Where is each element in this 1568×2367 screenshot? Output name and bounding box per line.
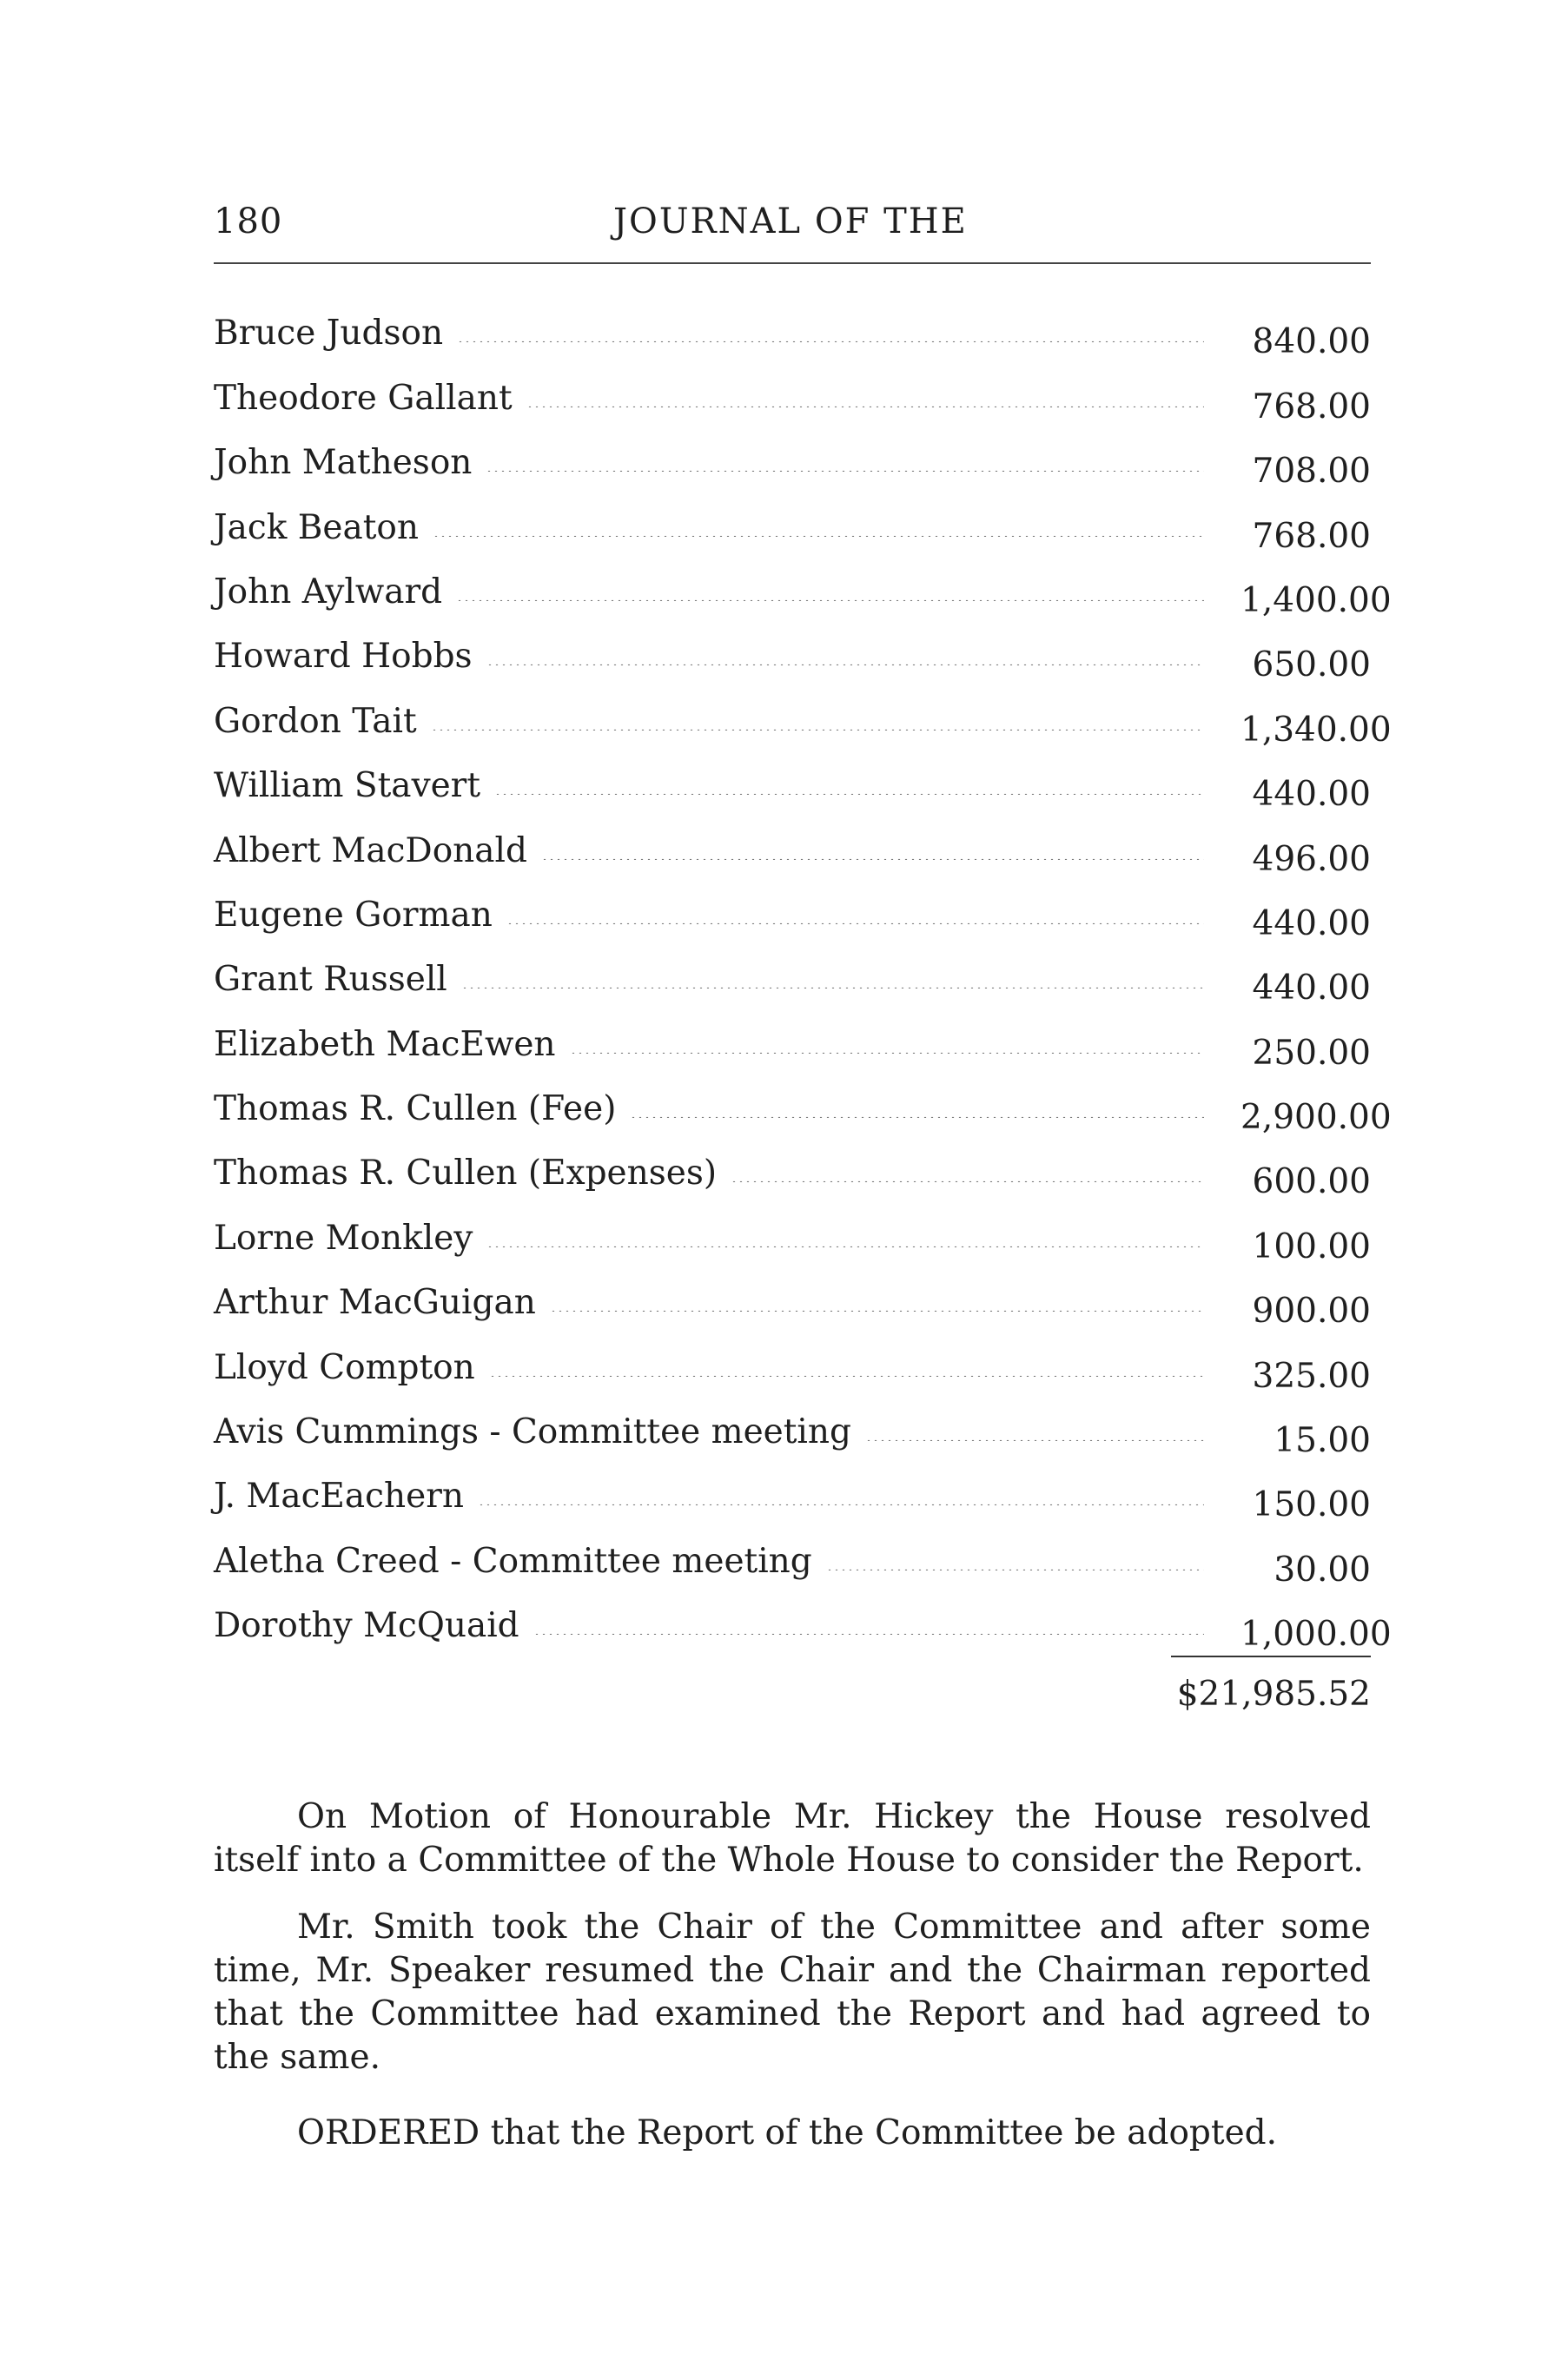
ledger-row bbox=[214, 418, 1371, 492]
ledger-name: Aletha Creed - Committee meeting bbox=[214, 1541, 812, 1581]
ledger-row bbox=[214, 1581, 1392, 1655]
dot-leader bbox=[533, 1633, 1204, 1635]
ledger-name: J. MacEachern bbox=[214, 1477, 464, 1517]
total-rule bbox=[1171, 1656, 1371, 1657]
dot-leader bbox=[494, 793, 1204, 795]
ledger-amount: 30.00 bbox=[1274, 1550, 1371, 1590]
dot-leader bbox=[457, 341, 1204, 342]
ledger-name: Theodore Gallant bbox=[214, 378, 513, 418]
dot-leader bbox=[486, 1246, 1204, 1247]
dot-leader bbox=[826, 1569, 1204, 1570]
ledger-total: $21,985.52 bbox=[1176, 1675, 1371, 1714]
ledger-row bbox=[214, 353, 1371, 426]
ledger-name: Thomas R. Cullen (Fee) bbox=[214, 1089, 617, 1129]
ledger-amount: 600.00 bbox=[1252, 1162, 1371, 1202]
page-number: 180 bbox=[214, 202, 283, 241]
dot-leader bbox=[630, 1116, 1204, 1118]
running-head: JOURNAL OF THE bbox=[613, 202, 968, 241]
ledger-name: Lloyd Compton bbox=[214, 1347, 475, 1387]
ledger-amount: 440.00 bbox=[1252, 903, 1371, 943]
dot-leader bbox=[433, 535, 1204, 537]
ledger-amount: 768.00 bbox=[1252, 387, 1371, 426]
ledger-amount: 900.00 bbox=[1252, 1292, 1371, 1332]
ledger-row bbox=[214, 1064, 1392, 1138]
ledger-row bbox=[214, 547, 1392, 620]
dot-leader bbox=[478, 1504, 1204, 1505]
ledger-row bbox=[214, 1258, 1371, 1332]
ledger-amount: 768.00 bbox=[1252, 516, 1371, 556]
page-header bbox=[214, 202, 1371, 264]
ledger-name: William Stavert bbox=[214, 766, 480, 806]
ledger-amount: 150.00 bbox=[1252, 1485, 1371, 1525]
ledger-amount: 650.00 bbox=[1252, 645, 1371, 685]
ledger-name: Howard Hobbs bbox=[214, 637, 473, 677]
dot-leader bbox=[486, 470, 1204, 472]
ledger-name: Elizabeth MacEwen bbox=[214, 1024, 556, 1064]
ledger-row bbox=[214, 1516, 1371, 1590]
dot-leader bbox=[431, 729, 1204, 731]
ledger-name: Grant Russell bbox=[214, 960, 447, 1000]
dot-leader bbox=[865, 1439, 1204, 1441]
ledger-name: Lorne Monkley bbox=[214, 1218, 473, 1258]
ledger-row bbox=[214, 676, 1392, 750]
dot-leader bbox=[456, 599, 1204, 601]
dot-leader bbox=[570, 1052, 1204, 1054]
ledger-row bbox=[214, 1451, 1371, 1525]
ledger-amount: 2,900.00 bbox=[1241, 1098, 1392, 1138]
motion-paragraph: On Motion of Honourable Mr. Hickey the House resolved itself into a Committee of the Whole House to consider the Report. bbox=[214, 1797, 1371, 1880]
ledger-amount: 708.00 bbox=[1252, 452, 1371, 492]
ledger-name: John Aylward bbox=[214, 572, 443, 612]
ledger-row bbox=[214, 288, 1371, 362]
ledger-row bbox=[214, 805, 1371, 879]
ledger-amount: 1,000.00 bbox=[1241, 1615, 1392, 1655]
ledger-row bbox=[214, 1193, 1371, 1266]
ledger-name: Gordon Tait bbox=[214, 701, 417, 741]
ledger-row bbox=[214, 870, 1371, 943]
committee-chair-paragraph: Mr. Smith took the Chair of the Committee and after some time, Mr. Speaker resumed the Chair and the Chairman reported that the Committee had examined the Report and had agreed to the same. bbox=[214, 1907, 1371, 2077]
dot-leader bbox=[486, 664, 1204, 665]
dot-leader bbox=[489, 1375, 1204, 1377]
ledger-name: Bruce Judson bbox=[214, 314, 444, 354]
ledger-row bbox=[214, 612, 1371, 685]
dot-leader bbox=[506, 922, 1204, 924]
dot-leader bbox=[550, 1310, 1204, 1312]
ledger-amount: 325.00 bbox=[1252, 1356, 1371, 1396]
ledger-amount: 100.00 bbox=[1252, 1226, 1371, 1266]
ledger-amount: 496.00 bbox=[1252, 839, 1371, 879]
ledger-row bbox=[214, 482, 1371, 556]
dot-leader bbox=[461, 987, 1204, 988]
ledger-amount: 250.00 bbox=[1252, 1033, 1371, 1073]
ledger-name: Jack Beaton bbox=[214, 507, 420, 547]
dot-leader bbox=[731, 1180, 1204, 1182]
ledger-name: Eugene Gorman bbox=[214, 895, 493, 935]
ledger-name: Thomas R. Cullen (Expenses) bbox=[214, 1154, 718, 1193]
ledger-amount: 15.00 bbox=[1274, 1421, 1371, 1461]
ledger-name: Dorothy McQuaid bbox=[214, 1606, 519, 1646]
ledger-name: Albert MacDonald bbox=[214, 830, 527, 870]
dot-leader bbox=[541, 858, 1204, 860]
dot-leader bbox=[526, 406, 1204, 407]
payment-ledger bbox=[214, 288, 1392, 1655]
ledger-amount: 1,340.00 bbox=[1241, 710, 1392, 750]
ledger-row bbox=[214, 1387, 1371, 1461]
ledger-row bbox=[214, 1322, 1371, 1396]
ledger-name: Arthur MacGuigan bbox=[214, 1283, 536, 1323]
ledger-row bbox=[214, 1128, 1371, 1202]
ledger-amount: 440.00 bbox=[1252, 775, 1371, 815]
ledger-row bbox=[214, 741, 1371, 815]
ledger-name: John Matheson bbox=[214, 443, 473, 483]
ordered-paragraph: ORDERED that the Report of the Committee be adopted. bbox=[297, 2113, 1278, 2152]
ledger-amount: 1,400.00 bbox=[1241, 580, 1392, 620]
ledger-row bbox=[214, 935, 1371, 1008]
ledger-name: Avis Cummings - Committee meeting bbox=[214, 1412, 851, 1452]
ledger-row bbox=[214, 999, 1371, 1073]
ledger-amount: 840.00 bbox=[1252, 322, 1371, 362]
ledger-amount: 440.00 bbox=[1252, 969, 1371, 1008]
